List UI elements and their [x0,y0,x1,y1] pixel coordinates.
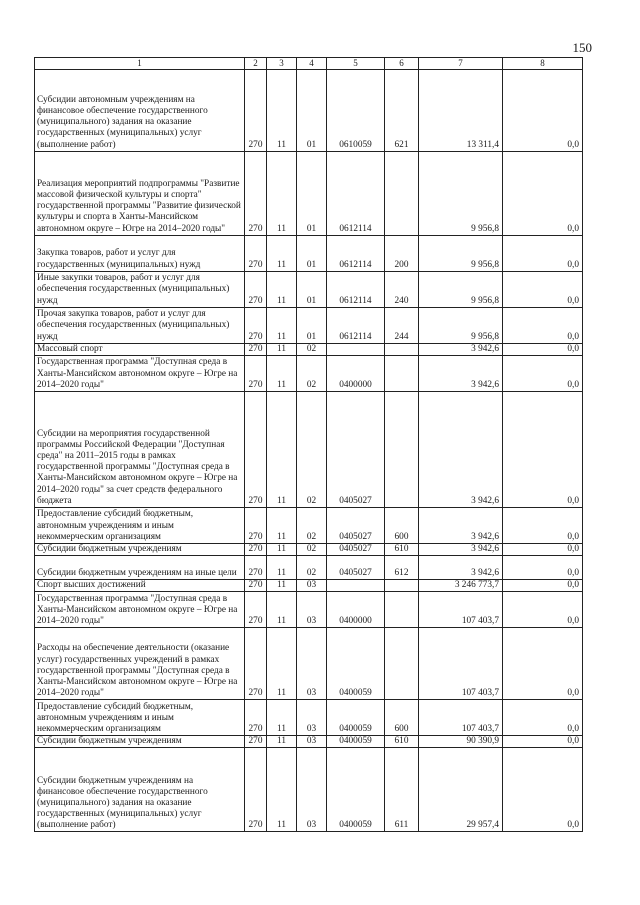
row-code-2: 270 [245,543,267,555]
row-amount: 13 311,4 [419,69,503,151]
row-code-5: 0405027 [327,391,385,507]
row-name: Субсидии бюджетным учреждениям на иные цели [35,556,245,580]
row-code-6 [385,343,419,355]
row-amount-alt: 0,0 [503,592,583,628]
row-code-3: 11 [267,355,297,391]
row-code-3: 11 [267,391,297,507]
row-amount: 9 956,8 [419,307,503,343]
row-code-3: 11 [267,556,297,580]
table-row [35,355,583,391]
row-name: Прочая закупка товаров, работ и услуг для обеспечения государственных (муниципальных) нужд [35,307,245,343]
row-amount: 107 403,7 [419,700,503,736]
row-code-4: 02 [297,507,327,543]
row-amount-alt: 0,0 [503,736,583,748]
row-code-2: 270 [245,355,267,391]
row-name: Реализация мероприятий подпрограммы "Развитие массовой физической культуры и спорта" государственной программы "Развитие физической культуры и спорта в Ханты-Мансийском автономном округе – Югре на 2014–2020 годы" [35,151,245,235]
row-code-4: 02 [297,343,327,355]
row-amount-alt: 0,0 [503,507,583,543]
row-code-6 [385,355,419,391]
row-code-2: 270 [245,507,267,543]
row-amount-alt: 0,0 [503,556,583,580]
table-row [35,391,583,507]
row-code-6: 600 [385,700,419,736]
row-name: Расходы на обеспечение деятельности (оказание услуг) государственных учреждений в рамках государственной программы "Доступная среда в Ханты-Мансийском автономном округе – Югре на 2014–2020 годы" [35,628,245,700]
row-code-4: 01 [297,307,327,343]
row-code-3: 11 [267,307,297,343]
table-row [35,736,583,748]
row-amount-alt: 0,0 [503,235,583,271]
row-code-5: 0405027 [327,543,385,555]
row-name: Массовый спорт [35,343,245,355]
row-code-2: 270 [245,700,267,736]
row-amount: 107 403,7 [419,628,503,700]
row-code-6: 244 [385,307,419,343]
table-row [35,700,583,736]
row-code-2: 270 [245,391,267,507]
row-code-3: 11 [267,628,297,700]
row-amount-alt: 0,0 [503,543,583,555]
row-amount: 9 956,8 [419,271,503,307]
row-code-6 [385,391,419,507]
column-header: 5 [327,58,385,70]
row-code-5: 0612114 [327,307,385,343]
row-amount-alt: 0,0 [503,355,583,391]
row-code-6: 621 [385,69,419,151]
row-amount-alt: 0,0 [503,151,583,235]
row-code-4: 02 [297,556,327,580]
row-code-6: 612 [385,556,419,580]
row-name: Иные закупки товаров, работ и услуг для обеспечения государственных (муниципальных) нужд [35,271,245,307]
row-code-3: 11 [267,151,297,235]
row-code-2: 270 [245,151,267,235]
row-code-5: 0612114 [327,271,385,307]
row-amount: 3 942,6 [419,556,503,580]
row-code-3: 11 [267,736,297,748]
row-amount-alt: 0,0 [503,343,583,355]
row-code-6: 611 [385,748,419,832]
row-name: Субсидии автономным учреждениям на финансовое обеспечение государственного (муниципального) задания на оказание государственных (муниципальных) услуг (выполнение работ) [35,69,245,151]
table-row [35,592,583,628]
row-code-2: 270 [245,748,267,832]
row-code-6 [385,628,419,700]
row-code-3: 11 [267,507,297,543]
column-header: 1 [35,58,245,70]
row-code-5: 0400059 [327,700,385,736]
row-code-6: 600 [385,507,419,543]
row-code-5: 0400059 [327,628,385,700]
row-name: Закупка товаров, работ и услуг для государственных (муниципальных) нужд [35,235,245,271]
row-code-4: 03 [297,748,327,832]
row-code-4: 02 [297,391,327,507]
row-code-2: 270 [245,556,267,580]
row-amount: 3 942,6 [419,507,503,543]
row-amount: 90 390,9 [419,736,503,748]
row-amount-alt: 0,0 [503,628,583,700]
row-code-4: 02 [297,543,327,555]
row-amount-alt: 0,0 [503,391,583,507]
table-row [35,628,583,700]
row-amount-alt: 0,0 [503,271,583,307]
row-code-2: 270 [245,343,267,355]
row-name: Государственная программа "Доступная среда в Ханты-Мансийском автономном округе – Югре на 2014–2020 годы" [35,592,245,628]
table-row [35,556,583,580]
column-header: 8 [503,58,583,70]
row-code-4: 03 [297,700,327,736]
column-header: 6 [385,58,419,70]
row-code-2: 270 [245,736,267,748]
table-body [35,69,583,832]
row-code-5: 0400059 [327,736,385,748]
row-code-4: 03 [297,628,327,700]
row-code-2: 270 [245,271,267,307]
row-code-6: 200 [385,235,419,271]
row-code-6 [385,580,419,592]
table-header-row [35,58,583,70]
row-code-5 [327,580,385,592]
row-amount: 3 942,6 [419,343,503,355]
row-code-4: 01 [297,235,327,271]
row-code-2: 270 [245,628,267,700]
row-code-6 [385,151,419,235]
table-row [35,343,583,355]
table-row [35,580,583,592]
row-amount: 3 942,6 [419,391,503,507]
row-code-5: 0400000 [327,355,385,391]
row-code-5: 0400000 [327,592,385,628]
row-code-5 [327,343,385,355]
row-code-3: 11 [267,543,297,555]
row-code-2: 270 [245,307,267,343]
row-code-5: 0405027 [327,556,385,580]
row-amount-alt: 0,0 [503,748,583,832]
table-row [35,235,583,271]
row-code-4: 03 [297,580,327,592]
table-row [35,151,583,235]
row-code-3: 11 [267,271,297,307]
row-code-4: 03 [297,736,327,748]
page-number: 150 [572,40,592,55]
column-header: 2 [245,58,267,70]
row-name: Государственная программа "Доступная среда в Ханты-Мансийском автономном округе – Югре на 2014–2020 годы" [35,355,245,391]
row-name: Субсидии на мероприятия государственной программы Российской Федерации "Доступная среда" на 2011–2015 годы в рамках государственной программы "Доступная среда в Ханты-Мансийском автономном округе – Югре на 2014–2020 годы" за счет средств федерального бюджета [35,391,245,507]
row-amount: 107 403,7 [419,592,503,628]
row-code-3: 11 [267,700,297,736]
table-row [35,748,583,832]
table-row [35,543,583,555]
row-name: Субсидии бюджетным учреждениям на финансовое обеспечение государственного (муниципального) задания на оказание государственных (муниципальных) услуг (выполнение работ) [35,748,245,832]
column-header: 4 [297,58,327,70]
row-code-4: 01 [297,69,327,151]
row-code-3: 11 [267,592,297,628]
row-code-2: 270 [245,69,267,151]
row-code-4: 01 [297,151,327,235]
row-code-3: 11 [267,343,297,355]
row-code-2: 270 [245,580,267,592]
table-row [35,69,583,151]
row-name: Субсидии бюджетным учреждениям [35,543,245,555]
row-name: Спорт высших достижений [35,580,245,592]
row-code-5: 0610059 [327,69,385,151]
row-code-5: 0612114 [327,151,385,235]
row-code-3: 11 [267,748,297,832]
row-amount: 3 246 773,7 [419,580,503,592]
row-amount: 9 956,8 [419,151,503,235]
column-header: 7 [419,58,503,70]
row-code-5: 0400059 [327,748,385,832]
row-amount-alt: 0,0 [503,69,583,151]
row-amount-alt: 0,0 [503,307,583,343]
row-amount-alt: 0,0 [503,700,583,736]
column-header: 3 [267,58,297,70]
row-code-5: 0405027 [327,507,385,543]
row-name: Предоставление субсидий бюджетным, автономным учреждениям и иным некоммерческим организациям [35,700,245,736]
row-code-4: 01 [297,271,327,307]
row-name: Предоставление субсидий бюджетным, автономным учреждениям и иным некоммерческим организациям [35,507,245,543]
table-row [35,307,583,343]
row-amount-alt: 0,0 [503,580,583,592]
row-code-6: 610 [385,543,419,555]
budget-table [34,57,583,832]
row-code-4: 02 [297,355,327,391]
table-row [35,507,583,543]
row-code-3: 11 [267,580,297,592]
row-code-5: 0612114 [327,235,385,271]
row-code-6: 610 [385,736,419,748]
row-amount: 3 942,6 [419,543,503,555]
row-amount: 3 942,6 [419,355,503,391]
row-code-6 [385,592,419,628]
row-amount: 29 957,4 [419,748,503,832]
row-code-4: 03 [297,592,327,628]
table-row [35,271,583,307]
row-code-6: 240 [385,271,419,307]
row-amount: 9 956,8 [419,235,503,271]
row-name: Субсидии бюджетным учреждениям [35,736,245,748]
row-code-2: 270 [245,235,267,271]
row-code-3: 11 [267,69,297,151]
row-code-3: 11 [267,235,297,271]
row-code-2: 270 [245,592,267,628]
